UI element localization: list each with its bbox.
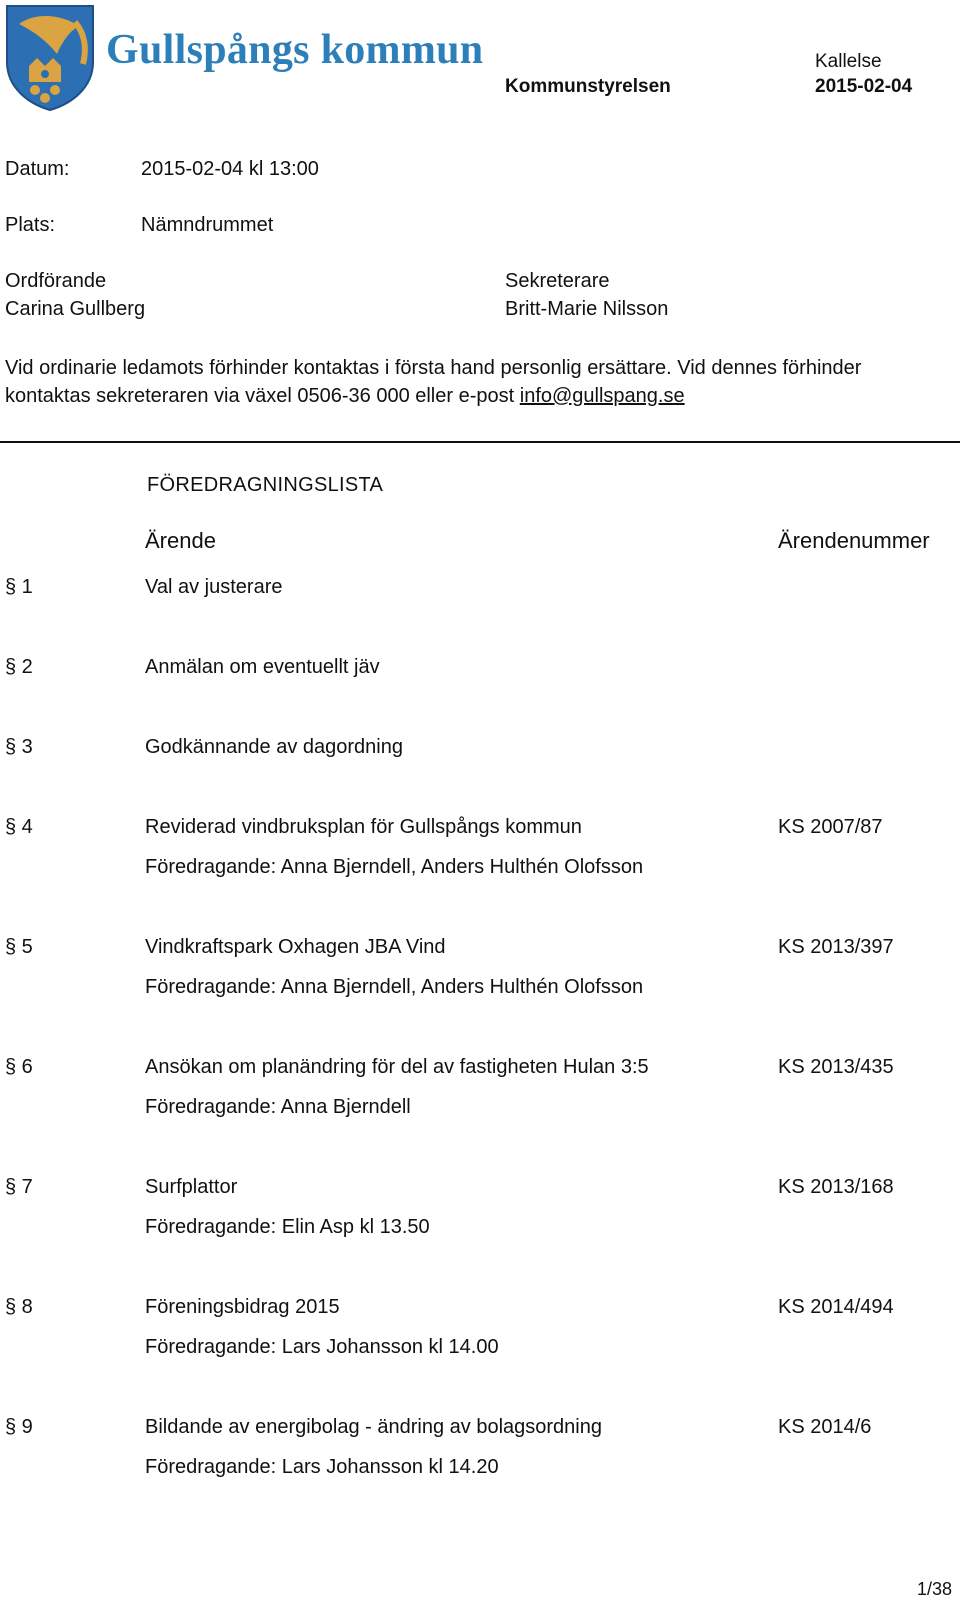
chair-role: Ordförande <box>5 270 107 292</box>
item-presenter: Föredragande: Elin Asp kl 13.50 <box>145 1216 430 1238</box>
item-title: Val av justerare <box>145 576 283 598</box>
item-title: Surfplattor <box>145 1176 238 1198</box>
item-number: § 6 <box>5 1056 33 1078</box>
item-presenter: Föredragande: Anna Bjerndell, Anders Hulthén Olofsson <box>145 856 644 878</box>
item-number: § 1 <box>5 576 33 598</box>
item-reference: KS 2013/435 <box>778 1056 894 1078</box>
item-presenter: Föredragande: Lars Johansson kl 14.00 <box>145 1336 499 1358</box>
item-number: § 4 <box>5 816 33 838</box>
item-title: Anmälan om eventuellt jäv <box>145 656 380 678</box>
item-title: Ansökan om planändring för del av fastigheten Hulan 3:5 <box>145 1056 649 1078</box>
municipal-crest-logo <box>5 4 95 112</box>
item-reference: KS 2014/6 <box>778 1416 872 1438</box>
datum-value: 2015-02-04 kl 13:00 <box>141 158 319 180</box>
item-reference: KS 2014/494 <box>778 1296 894 1318</box>
column-header-ref: Ärendenummer <box>778 528 930 553</box>
item-reference: KS 2013/168 <box>778 1176 894 1198</box>
item-number: § 3 <box>5 736 33 758</box>
item-title: Föreningsbidrag 2015 <box>145 1296 340 1318</box>
item-title: Reviderad vindbruksplan för Gullspångs kommun <box>145 816 582 838</box>
email-link[interactable]: info@gullspang.se <box>519 385 685 407</box>
item-title: Vindkraftspark Oxhagen JBA Vind <box>145 936 446 958</box>
item-title: Godkännande av dagordning <box>145 736 403 758</box>
chair-name: Carina Gullberg <box>5 298 146 320</box>
item-presenter: Föredragande: Anna Bjerndell <box>145 1096 411 1118</box>
item-title: Bildande av energibolag - ändring av bolagsordning <box>145 1416 602 1438</box>
logo-wordmark: Gullspångs kommun <box>106 27 484 73</box>
item-presenter: Föredragande: Lars Johansson kl 14.20 <box>145 1456 499 1478</box>
item-number: § 7 <box>5 1176 33 1198</box>
secretary-role: Sekreterare <box>505 270 610 292</box>
item-number: § 5 <box>5 936 33 958</box>
header-doc-date: 2015-02-04 <box>815 76 913 97</box>
column-header-item: Ärende <box>145 528 216 553</box>
item-number: § 2 <box>5 656 33 678</box>
header-organ: Kommunstyrelsen <box>505 76 671 97</box>
item-reference: KS 2007/87 <box>778 816 883 838</box>
item-presenter: Föredragande: Anna Bjerndell, Anders Hulthén Olofsson <box>145 976 644 998</box>
plats-label: Plats: <box>5 214 56 236</box>
page-number: 1/38 <box>917 1579 953 1599</box>
notice-text: Vid ordinarie ledamots förhinder kontaktas i första hand personlig ersättare. Vid dennes förhinder kontaktas sekreteraren via växel 0506-36 000 eller e-post <box>5 357 862 407</box>
datum-label: Datum: <box>5 158 70 180</box>
item-number: § 8 <box>5 1296 33 1318</box>
item-reference: KS 2013/397 <box>778 936 894 958</box>
substitute-notice <box>5 354 950 410</box>
plats-value: Nämndrummet <box>141 214 274 236</box>
item-number: § 9 <box>5 1416 33 1438</box>
header-doc-type: Kallelse <box>815 51 882 72</box>
agenda-title: FÖREDRAGNINGSLISTA <box>147 474 384 496</box>
section-divider <box>0 441 960 443</box>
secretary-name: Britt-Marie Nilsson <box>505 298 669 320</box>
